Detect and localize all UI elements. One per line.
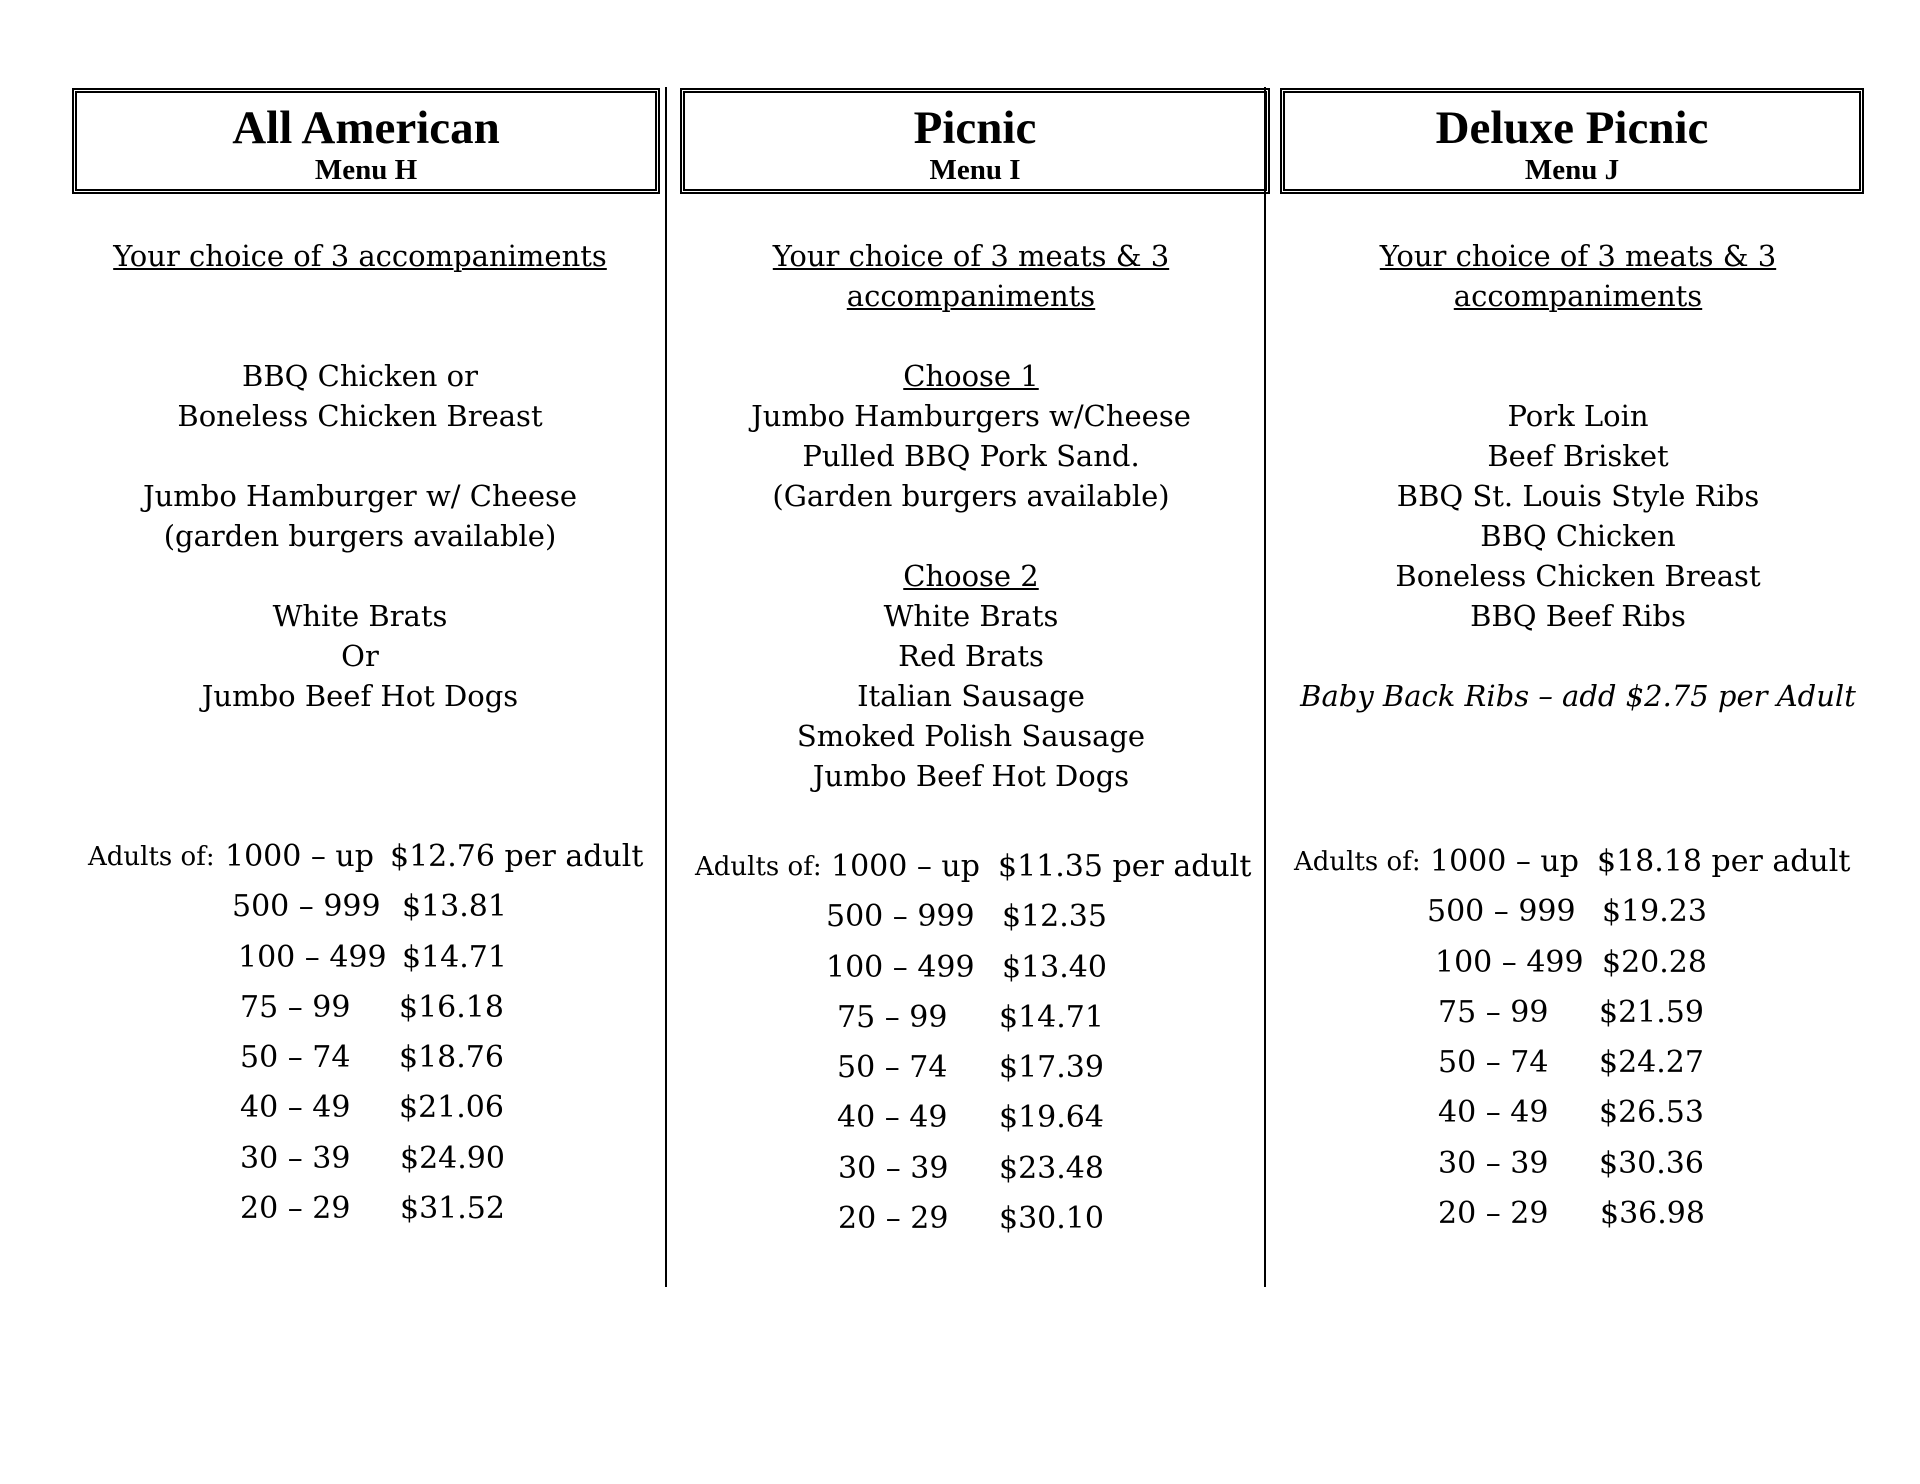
pricing-range: 30 – 39 xyxy=(838,1150,949,1186)
menu-item-line: Red Brats xyxy=(898,639,1044,673)
menu-item-line: Jumbo Hamburger w/ Cheese xyxy=(142,479,578,513)
pricing-price: $16.18 xyxy=(399,989,504,1025)
menu-items xyxy=(668,236,1274,796)
menu-item-line: Smoked Polish Sausage xyxy=(796,719,1146,753)
pricing-range: 75 – 99 xyxy=(837,999,948,1035)
pricing-price: $21.06 xyxy=(399,1090,504,1126)
pricing-row xyxy=(668,892,1274,942)
menu-column-deluxe-picnic xyxy=(1272,0,1884,1484)
column-divider xyxy=(665,87,667,1287)
pricing-row xyxy=(1272,887,1884,937)
menu-column-all-american xyxy=(60,0,660,1484)
pricing-row xyxy=(1272,938,1884,988)
pricing-row xyxy=(668,1194,1274,1244)
pricing-row xyxy=(668,993,1274,1043)
pricing-range: 1000 – up xyxy=(225,839,374,874)
pricing-price: $18.18 per adult xyxy=(1597,844,1851,879)
pricing-range: 1000 – up xyxy=(1430,844,1579,879)
menu-item-line: Jumbo Beef Hot Dogs xyxy=(201,679,519,713)
pricing-row xyxy=(60,882,660,932)
pricing-price: $36.98 xyxy=(1600,1196,1705,1232)
menu-code: Menu I xyxy=(929,154,1021,186)
spacer-line xyxy=(60,436,660,476)
menu-item-line: Choose 2 xyxy=(903,559,1039,593)
menu-items xyxy=(1272,236,1884,716)
pricing-row xyxy=(60,832,660,882)
menu-header xyxy=(1280,88,1864,194)
menu-item-line: Your choice of 3 meats & 3 xyxy=(772,239,1170,273)
menu-item-line: Pork Loin xyxy=(1507,399,1649,433)
pricing-range: 1000 – up xyxy=(831,849,980,884)
spacer-line xyxy=(668,316,1274,356)
pricing-price: $17.39 xyxy=(999,1050,1104,1086)
pricing-range: 30 – 39 xyxy=(1438,1145,1549,1181)
spacer-line xyxy=(60,276,660,316)
pricing-row xyxy=(60,933,660,983)
pricing-price: $12.76 per adult xyxy=(390,839,644,874)
pricing-row xyxy=(1272,1088,1884,1138)
menu-item-line: accompaniments xyxy=(846,279,1096,313)
menu-title: All American xyxy=(232,102,500,154)
pricing-row xyxy=(1272,837,1884,887)
menu-item-line: BBQ St. Louis Style Ribs xyxy=(1396,479,1760,513)
pricing-row xyxy=(1272,988,1884,1038)
pricing-price: $24.90 xyxy=(400,1140,505,1176)
pricing-range: 20 – 29 xyxy=(838,1201,949,1237)
pricing-price: $20.28 xyxy=(1602,944,1707,980)
pricing-range: 75 – 99 xyxy=(1438,994,1549,1030)
menu-column-picnic xyxy=(668,0,1274,1484)
pricing-row xyxy=(668,1093,1274,1143)
menu-item-line: White Brats xyxy=(883,599,1059,633)
menu-item-line: accompaniments xyxy=(1453,279,1703,313)
pricing-range: 20 – 29 xyxy=(1438,1196,1549,1232)
pricing-row xyxy=(60,1134,660,1184)
menu-title: Deluxe Picnic xyxy=(1435,102,1709,154)
pricing-range: 100 – 499 xyxy=(826,949,975,985)
pricing-range: 50 – 74 xyxy=(240,1040,351,1076)
pricing-range: 500 – 999 xyxy=(1427,894,1576,930)
menu-code: Menu H xyxy=(314,154,418,186)
pricing-row xyxy=(60,983,660,1033)
pricing-price: $13.40 xyxy=(1002,949,1107,985)
pricing-row xyxy=(1272,1139,1884,1189)
pricing-row xyxy=(668,943,1274,993)
pricing-range: 20 – 29 xyxy=(240,1191,351,1227)
spacer-line xyxy=(1272,316,1884,356)
menu-code: Menu J xyxy=(1524,154,1620,186)
pricing-price: $31.52 xyxy=(400,1191,505,1227)
pricing-range: 500 – 999 xyxy=(232,889,381,925)
pricing-range: 50 – 74 xyxy=(1438,1045,1549,1081)
menu-item-line: BBQ Chicken xyxy=(1480,519,1676,553)
menu-item-line: Boneless Chicken Breast xyxy=(1395,559,1761,593)
pricing-range: 40 – 49 xyxy=(837,1100,948,1136)
pricing-price: $18.76 xyxy=(399,1040,504,1076)
pricing-row xyxy=(668,842,1274,892)
menu-title: Picnic xyxy=(913,102,1037,154)
pricing-label: Adults of: xyxy=(88,842,215,872)
pricing-price: $26.53 xyxy=(1599,1095,1704,1131)
pricing-price: $14.71 xyxy=(402,939,507,975)
pricing-row xyxy=(60,1184,660,1234)
pricing-range: 40 – 49 xyxy=(1438,1095,1549,1131)
pricing-range: 75 – 99 xyxy=(240,989,351,1025)
spacer-line xyxy=(668,516,1274,556)
pricing-range: 50 – 74 xyxy=(837,1050,948,1086)
pricing-range: 40 – 49 xyxy=(240,1090,351,1126)
pricing-label: Adults of: xyxy=(695,852,822,882)
pricing-row xyxy=(1272,1038,1884,1088)
pricing-range: 30 – 39 xyxy=(240,1140,351,1176)
pricing-table xyxy=(1272,837,1884,1239)
pricing-price: $24.27 xyxy=(1599,1045,1704,1081)
menu-item-line: Jumbo Hamburgers w/Cheese xyxy=(751,399,1191,433)
pricing-price: $19.23 xyxy=(1602,894,1707,930)
pricing-table xyxy=(60,832,660,1234)
pricing-range: 500 – 999 xyxy=(826,899,975,935)
menu-item-line: Beef Brisket xyxy=(1487,439,1669,473)
menu-item-line: (garden burgers available) xyxy=(163,519,557,553)
pricing-range: 100 – 499 xyxy=(238,939,387,975)
menu-item-line: Jumbo Beef Hot Dogs xyxy=(812,759,1130,793)
spacer-line xyxy=(1272,356,1884,396)
menu-item-line: Boneless Chicken Breast xyxy=(177,399,543,433)
spacer-line xyxy=(60,556,660,596)
menu-item-line: Italian Sausage xyxy=(857,679,1085,713)
menu-item-line: Your choice of 3 meats & 3 xyxy=(1379,239,1777,273)
menu-items xyxy=(60,236,660,716)
menu-item-line: Baby Back Ribs – add $2.75 per Adult xyxy=(1300,679,1856,713)
menu-item-line: Choose 1 xyxy=(903,359,1039,393)
pricing-price: $13.81 xyxy=(402,889,507,925)
pricing-row xyxy=(668,1144,1274,1194)
pricing-price: $30.10 xyxy=(999,1201,1104,1237)
pricing-price: $23.48 xyxy=(999,1150,1104,1186)
menu-item-line: BBQ Beef Ribs xyxy=(1470,599,1686,633)
pricing-range: 100 – 499 xyxy=(1435,944,1584,980)
pricing-table xyxy=(668,842,1274,1244)
menu-item-line: (Garden burgers available) xyxy=(772,479,1170,513)
menu-item-line: BBQ Chicken or xyxy=(242,359,478,393)
pricing-row xyxy=(1272,1189,1884,1239)
menu-header xyxy=(680,88,1270,194)
menu-item-line: Pulled BBQ Pork Sand. xyxy=(802,439,1140,473)
pricing-price: $19.64 xyxy=(999,1100,1104,1136)
pricing-row xyxy=(60,1033,660,1083)
pricing-price: $11.35 per adult xyxy=(998,849,1252,884)
pricing-price: $12.35 xyxy=(1002,899,1107,935)
pricing-price: $21.59 xyxy=(1599,994,1704,1030)
spacer-line xyxy=(1272,636,1884,676)
menu-item-line: White Brats xyxy=(272,599,448,633)
pricing-price: $30.36 xyxy=(1599,1145,1704,1181)
pricing-row xyxy=(668,1043,1274,1093)
pricing-price: $14.71 xyxy=(999,999,1104,1035)
pricing-label: Adults of: xyxy=(1294,847,1421,877)
pricing-row xyxy=(60,1083,660,1133)
menu-header xyxy=(72,88,660,194)
menu-item-line: Or xyxy=(341,639,379,673)
menu-item-line: Your choice of 3 accompaniments xyxy=(113,239,607,273)
spacer-line xyxy=(60,316,660,356)
